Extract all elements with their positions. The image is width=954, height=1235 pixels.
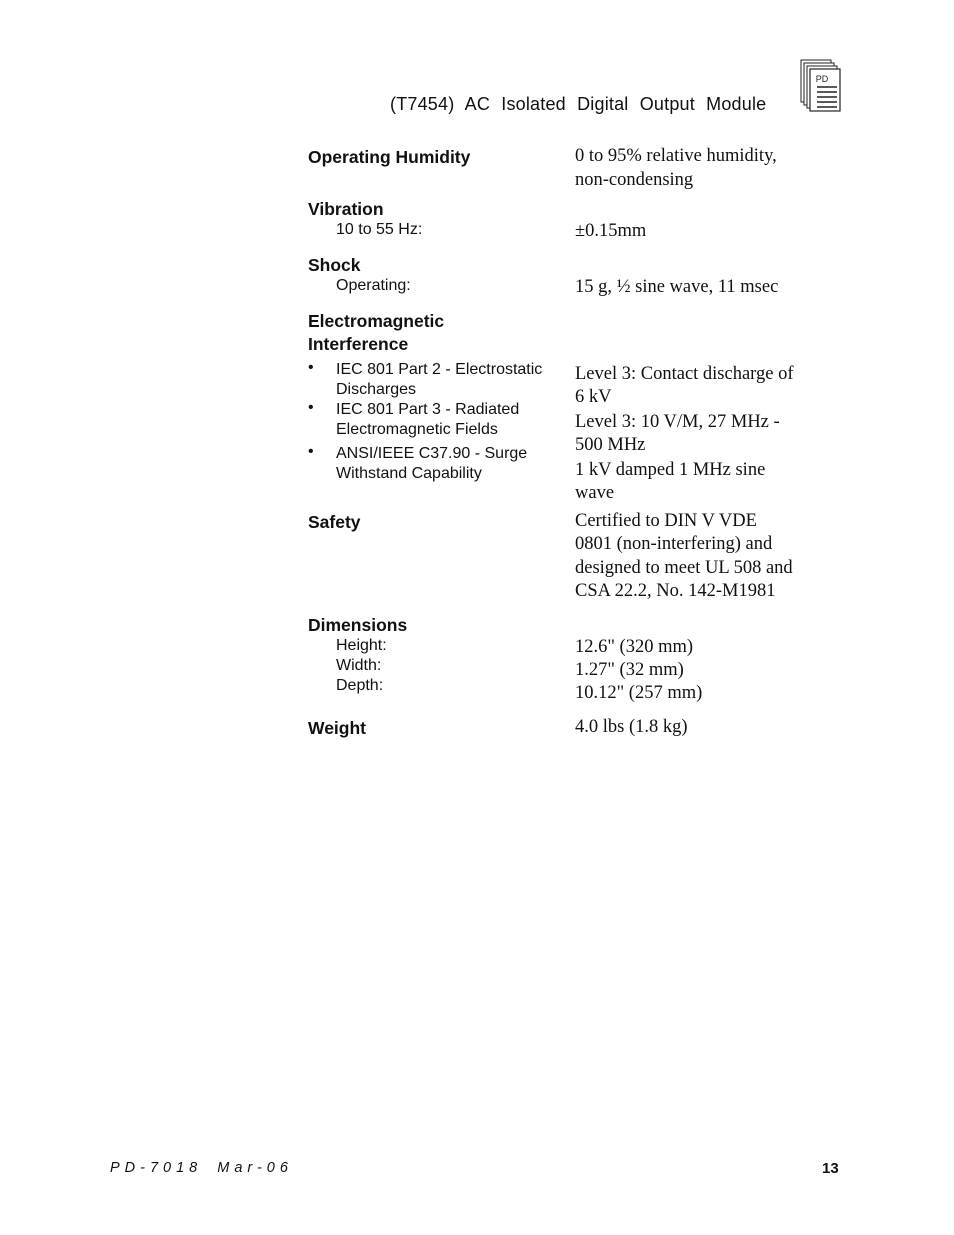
emi-bullet-3: • [308, 443, 314, 460]
dimensions-width-label: Width: [336, 657, 382, 674]
emi-item-3-label-line-1: ANSI/IEEE C37.90 - Surge [336, 445, 528, 462]
dimensions-depth-value: 10.12" (257 mm) [575, 683, 703, 703]
humidity-label: Operating Humidity [308, 147, 471, 167]
emi-item-1-label-line-2: Discharges [336, 381, 417, 398]
emi-bullet-2: • [308, 399, 314, 416]
emi-item-1-label-line-1: IEC 801 Part 2 - Electrostatic [336, 361, 543, 378]
dimensions-label: Dimensions [308, 615, 408, 635]
emi-item-2-label-line-1: IEC 801 Part 3 - Radiated [336, 401, 520, 418]
dimensions-height-value: 12.6" (320 mm) [575, 637, 694, 657]
weight-value: 4.0 lbs (1.8 kg) [575, 717, 688, 737]
shock-value: 15 g, ½ sine wave, 11 msec [575, 277, 779, 297]
emi-label-line-2: Interference [308, 334, 409, 354]
safety-label: Safety [308, 512, 361, 532]
humidity-value-line-2: non-condensing [575, 170, 694, 190]
emi-item-3-value-line-2: wave [575, 483, 615, 503]
weight-label: Weight [308, 718, 367, 738]
dimensions-depth-label: Depth: [336, 677, 384, 694]
vibration-label: Vibration [308, 199, 384, 219]
dimensions-height-label: Height: [336, 637, 387, 654]
emi-item-1-value-line-2: 6 kV [575, 387, 612, 407]
emi-bullet-1: • [308, 359, 314, 376]
emi-item-3-label-line-2: Withstand Capability [336, 465, 482, 482]
footer-doc-id: PD-7018 Mar-06 [110, 1160, 293, 1176]
logo-text: PD [815, 74, 829, 84]
header-title: (T7454) AC Isolated Digital Output Module [390, 94, 767, 114]
safety-value-line-4: CSA 22.2, No. 142-M1981 [575, 581, 776, 601]
safety-value-line-3: designed to meet UL 508 and [575, 558, 793, 578]
shock-label: Shock [308, 255, 361, 275]
vibration-value: ±0.15mm [575, 221, 647, 241]
document-pages-icon [800, 58, 842, 112]
emi-item-3-value-line-1: 1 kV damped 1 MHz sine [575, 460, 766, 480]
emi-item-1-value-line-1: Level 3: Contact discharge of [575, 364, 794, 384]
emi-item-2-value-line-2: 500 MHz [575, 435, 646, 455]
vibration-sub-label: 10 to 55 Hz: [336, 221, 423, 238]
page-number: 13 [822, 1160, 839, 1177]
emi-label-line-1: Electromagnetic [308, 311, 445, 331]
safety-value-line-1: Certified to DIN V VDE [575, 511, 757, 531]
safety-value-line-2: 0801 (non-interfering) and [575, 534, 773, 554]
emi-item-2-label-line-2: Electromagnetic Fields [336, 421, 498, 438]
emi-item-2-value-line-1: Level 3: 10 V/M, 27 MHz - [575, 412, 780, 432]
humidity-value-line-1: 0 to 95% relative humidity, [575, 146, 777, 166]
shock-sub-label: Operating: [336, 277, 411, 294]
dimensions-width-value: 1.27" (32 mm) [575, 660, 684, 680]
